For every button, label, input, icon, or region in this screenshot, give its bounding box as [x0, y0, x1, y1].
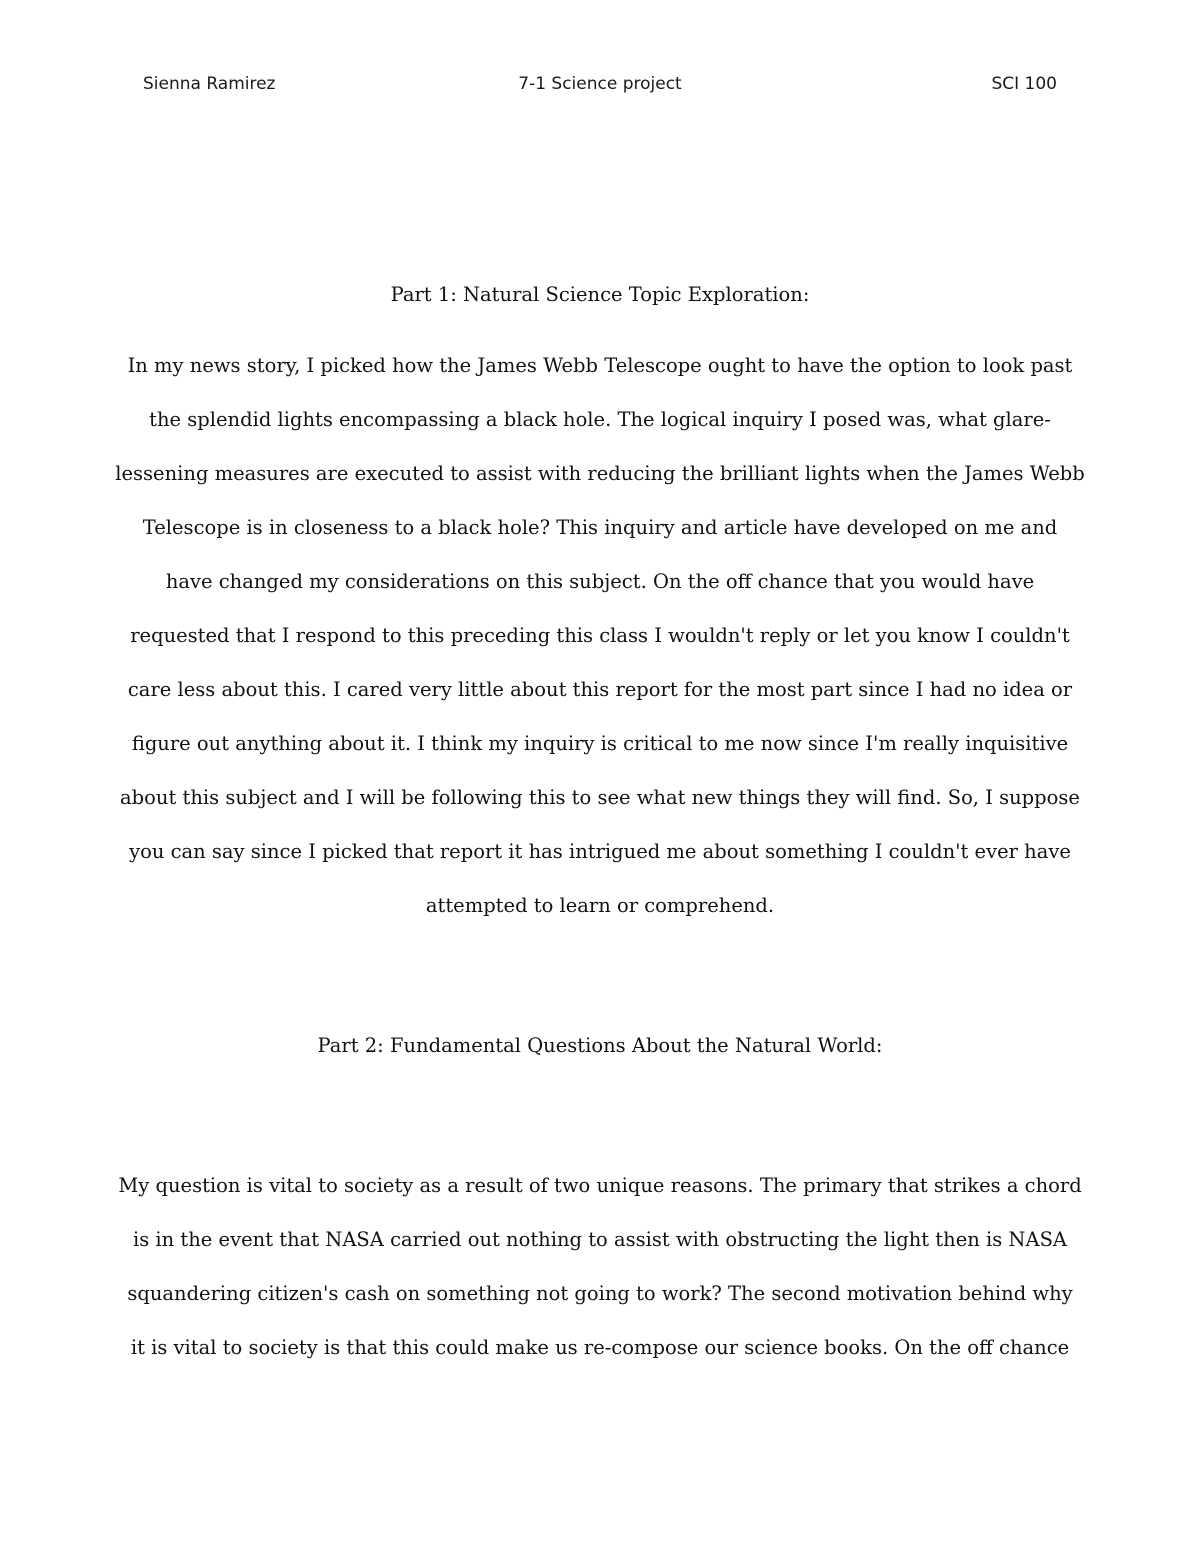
header-course: SCI 100	[991, 74, 1057, 94]
part1-line: have changed my considerations on this subject. On the off chance that you would have	[165, 570, 1035, 593]
part1-line: you can say since I picked that report it has intrigued me about something I couldn't ever have	[129, 840, 1071, 863]
part2-line: squandering citizen's cash on something not going to work? The second motivation behind why	[127, 1282, 1073, 1305]
page-header	[143, 74, 1057, 98]
part1-line: Telescope is in closeness to a black hole? This inquiry and article have developed on me and	[142, 516, 1058, 539]
part2-line: it is vital to society is that this could make us re-compose our science books. On the off chance	[130, 1336, 1070, 1359]
part1-line: In my news story, I picked how the James Webb Telescope ought to have the option to look past	[127, 354, 1073, 377]
part2-heading: Part 2: Fundamental Questions About the Natural World:	[317, 1034, 883, 1057]
part2-line: is in the event that NASA carried out nothing to assist with obstructing the light then is NASA	[132, 1228, 1068, 1251]
part1-line: requested that I respond to this preceding this class I wouldn't reply or let you know I couldn't	[130, 624, 1070, 647]
part1-line: about this subject and I will be following this to see what new things they will find. So, I suppose	[120, 786, 1080, 809]
header-title: 7-1 Science project	[518, 74, 682, 94]
part1-line: care less about this. I cared very little about this report for the most part since I had no idea or	[127, 678, 1073, 701]
part1-line: the splendid lights encompassing a black hole. The logical inquiry I posed was, what glare-	[149, 408, 1051, 431]
header-author: Sienna Ramirez	[143, 74, 276, 94]
part1-line: attempted to learn or comprehend.	[425, 894, 775, 917]
part1-line: figure out anything about it. I think my inquiry is critical to me now since I'm really inquisitive	[131, 732, 1069, 755]
part1-heading: Part 1: Natural Science Topic Exploration:	[390, 283, 810, 306]
part1-line: lessening measures are executed to assist with reducing the brilliant lights when the James Webb	[115, 462, 1085, 485]
part2-line: My question is vital to society as a result of two unique reasons. The primary that strikes a chord	[118, 1174, 1082, 1197]
